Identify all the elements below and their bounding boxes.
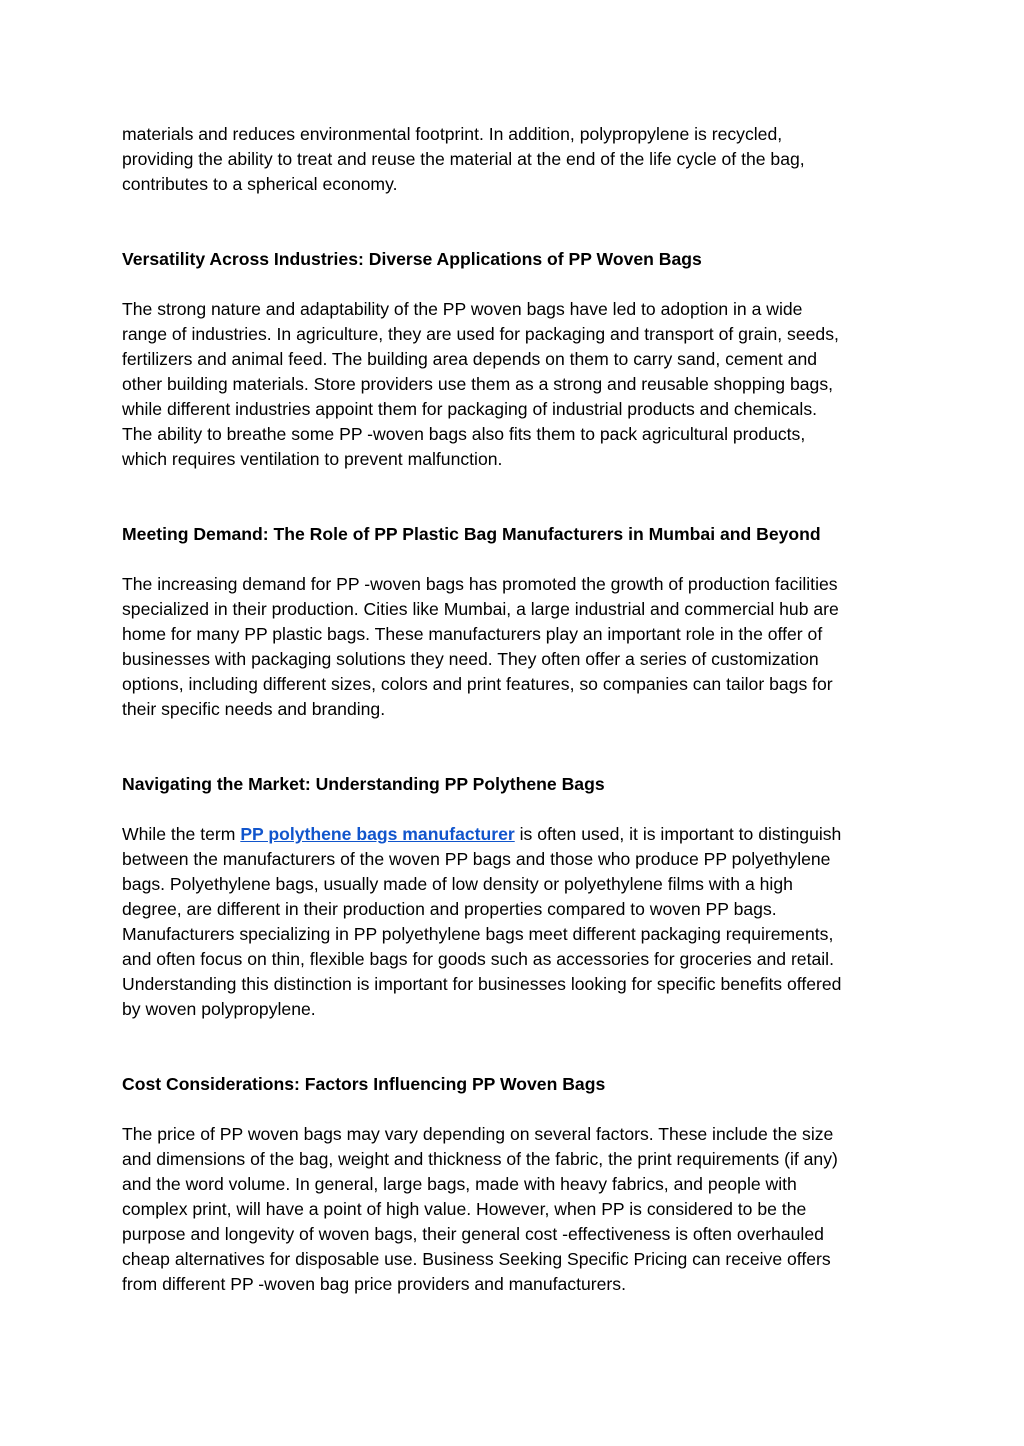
spacer [122, 197, 907, 247]
spacer [122, 1022, 907, 1072]
section-body-versatility: The strong nature and adaptability of the PP woven bags have led to adoption in a wide range of industries. In agriculture, they are used for packaging and transport of grain, seeds, fertilizers and animal feed. The building area depends on them to carry sand, cement and other building materials. Store providers use them as a strong and reusable shopping bags, while different industries appoint them for packaging of industrial products and chemicals. The ability to breathe some PP -woven bags also fits them to pack agricultural products, which requires ventilation to prevent malfunction. [122, 299, 839, 469]
spacer [122, 722, 907, 772]
pp-polythene-bags-manufacturer-link[interactable]: PP polythene bags manufacturer [240, 824, 515, 844]
section-heading-cost-considerations: Cost Considerations: Factors Influencing PP Woven Bags [122, 1074, 606, 1094]
spacer [122, 272, 907, 297]
section-heading-versatility: Versatility Across Industries: Diverse Applications of PP Woven Bags [122, 249, 702, 269]
spacer [122, 797, 907, 822]
body-text-after-link: is often used, it is important to distinguish between the manufacturers of the woven PP bags and those who produce PP polyethylene bags. Polyethylene bags, usually made of low density or polyethylene films with a high degree, are different in their production and properties compared to woven PP bags. Manufacturers specializing in PP polyethylene bags meet different packaging requirements, and often focus on thin, flexible bags for goods such as accessories for groceries and retail. Understanding this distinction is important for businesses looking for specific benefits offered by woven polypropylene. [122, 824, 842, 1019]
body-text-before-link: While the term [122, 824, 241, 844]
spacer [122, 472, 907, 522]
spacer [122, 547, 907, 572]
section-heading-navigating-market: Navigating the Market: Understanding PP Polythene Bags [122, 774, 605, 794]
section-body-cost-considerations: The price of PP woven bags may vary depending on several factors. These include the size and dimensions of the bag, weight and thickness of the fabric, the print requirements (if any) and the word volume. In general, large bags, made with heavy fabrics, and people with complex print, will have a point of high value. However, when PP is considered to be the purpose and longevity of woven bags, their general cost -effectiveness is often overhauled cheap alternatives for disposable use. Business Seeking Specific Pricing can receive offers from different PP -woven bag price providers and manufacturers. [122, 1124, 838, 1294]
spacer [122, 1097, 907, 1122]
intro-paragraph: materials and reduces environmental footprint. In addition, polypropylene is recycled, providing the ability to treat and reuse the material at the end of the life cycle of the bag, contributes to a spherical economy. [122, 124, 805, 194]
section-body-meeting-demand: The increasing demand for PP -woven bags has promoted the growth of production facilities specialized in their production. Cities like Mumbai, a large industrial and commercial hub are home for many PP plastic bags. These manufacturers play an important role in the offer of businesses with packaging solutions they need. They often offer a series of customization options, including different sizes, colors and print features, so companies can tailor bags for their specific needs and branding. [122, 574, 839, 719]
document-page [122, 122, 907, 1297]
section-body-navigating-market [122, 822, 907, 1022]
section-heading-meeting-demand: Meeting Demand: The Role of PP Plastic Bag Manufacturers in Mumbai and Beyond [122, 524, 821, 544]
